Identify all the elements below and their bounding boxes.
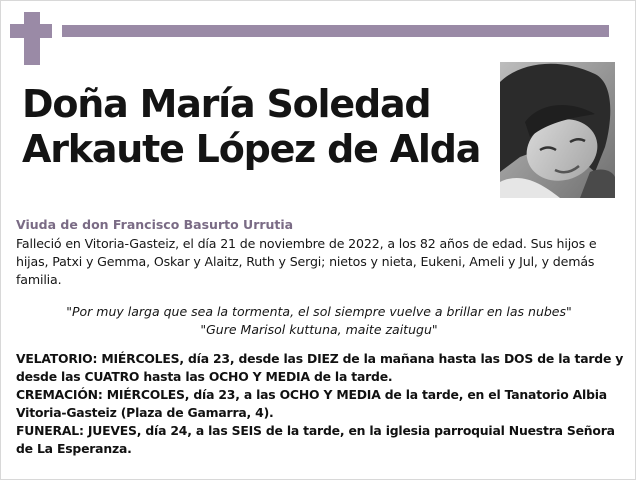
funeral-info: FUNERAL: JUEVES, día 24, a las SEIS de la tarde, en la iglesia parroquial Nuestra Señora de La Esperanza. (16, 423, 615, 456)
service-details (16, 350, 626, 458)
header-divider (62, 25, 609, 37)
name-line-1: Doña María Soledad (22, 82, 431, 126)
velatorio-info: VELATORIO: MIÉRCOLES, día 23, desde las DIEZ de la mañana hasta las DOS de la tarde y desde las CUATRO hasta las OCHO Y MEDIA de la tarde. (16, 351, 624, 384)
quote-line-2: "Gure Marisol kuttuna, maite zaitugu" (200, 322, 438, 337)
deceased-name (22, 82, 480, 172)
cross-icon-vertical (24, 12, 40, 65)
quote-line-1: "Por muy larga que sea la tormenta, el sol siempre vuelve a brillar en las nubes" (66, 304, 572, 319)
announcement-text: Falleció en Vitoria-Gasteiz, el día 21 de noviembre de 2022, a los 82 años de edad. Sus hijos e hijas, Patxi y Gemma, Oskar y Alaitz, Ruth y Sergi; nietos y nieta, Eukeni, Ameli y Jul, y demás familia. (16, 236, 597, 287)
widow-of-line: Viuda de don Francisco Basurto Urrutia (16, 217, 294, 232)
name-line-2: Arkaute López de Alda (22, 127, 481, 171)
memorial-quote (16, 303, 622, 339)
portrait-photo (500, 62, 615, 198)
cremacion-info: CREMACIÓN: MIÉRCOLES, día 23, a las OCHO Y MEDIA de la tarde, en el Tanatorio Albia Vitoria-Gasteiz (Plaza de Gamarra, 4). (16, 387, 607, 420)
cross-icon-horizontal (10, 24, 52, 38)
